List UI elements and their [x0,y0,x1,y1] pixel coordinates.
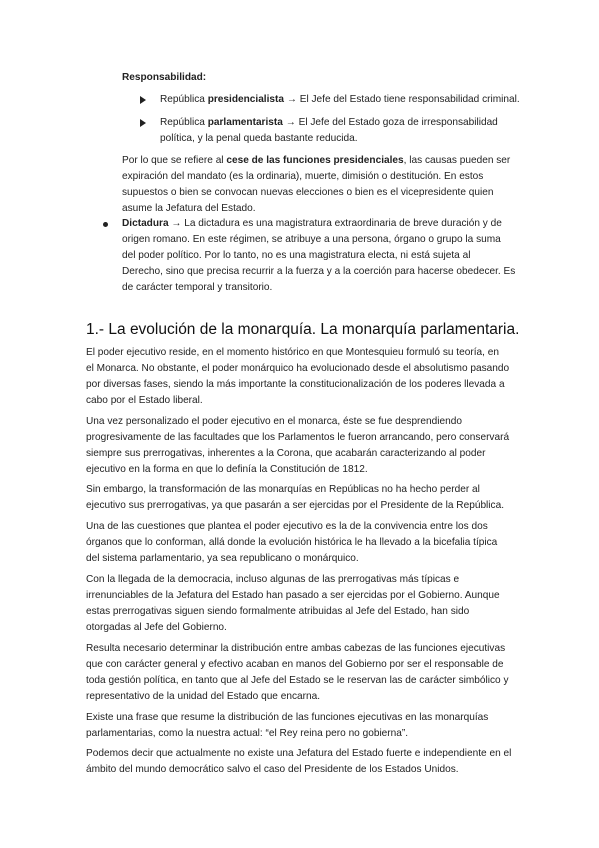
paragraph-line: otorgadas al Jefe del Gobierno. [86,622,227,633]
arrow-bullet-icon [140,119,146,127]
dictadura-line: del poder político. Por lo tanto, no es una magistratura electa, ni está sujeta al [122,250,471,261]
bullet-bold-text: parlamentarista [207,117,283,128]
bullet-presidencialista [160,92,520,108]
paragraph-line: Una vez personalizado el poder ejecutivo en el monarca, éste se fue desprendiendo [86,416,462,427]
paragraph-line: órganos que lo conforman, allá donde la evolución histórica le ha llevado a la bicefalia típica [86,537,498,548]
paragraph-line: cabo por el Estado liberal. [86,395,203,406]
bullet-parlamentarista-line2: política, y la penal queda bastante reducida. [160,133,358,144]
paragraph-line: estas prerrogativas siguen siendo formalmente atribuidas al Jefe del Estado, han sido [86,606,470,617]
cese-paragraph [122,153,510,169]
paragraph-line: Podemos decir que actualmente no existe una Jefatura del Estado fuerte e independiente en el [86,748,512,759]
paragraph-line: El poder ejecutivo reside, en el momento histórico en que Montesquieu formuló su teoría, en [86,347,499,358]
paragraph-line: Sin embargo, la transformación de las monarquías en Repúblicas no ha hecho perder al [86,484,480,495]
paragraph-text: , las causas pueden ser [403,155,511,166]
paragraph-line: Existe una frase que resume la distribución de las funciones ejecutivas en las monarquías [86,712,489,723]
bullet-dot-icon [103,222,108,227]
paragraph-line: del sistema parlamentario, ya sea republicano o monárquico. [86,553,359,564]
paragraph-line: parlamentarias, como la nuestra actual: “el Rey reina pero no gobierna”. [86,728,409,739]
responsabilidad-heading: Responsabilidad: [122,72,207,83]
paragraph-line: ejecutivo en la forma en que lo definía la Constitución de 1812. [86,464,368,475]
dictadura-line: origen romano. En este régimen, se atribuye a una persona, órgano o grupo la suma [122,234,501,245]
bullet-bold-text: presidencialista [207,94,285,105]
paragraph-text: Por lo que se refiere al [122,155,227,166]
dictadura-line: Derecho, sino que precisa recurrir a la fuerza y a la coerción para hacerse obedecer. Es [122,266,516,277]
paragraph-line: toda gestión política, en tanto que al Jefe del Estado se le reservan las de carácter simbólico y [86,675,509,686]
bullet-text: República [160,117,208,128]
paragraph-bold-text: cese de las funciones presidenciales [226,155,404,166]
bullet-text: República [160,94,208,105]
paragraph-line: el Monarca. No obstante, el poder monárquico ha evolucionado desde el absolutismo pasando [86,363,510,374]
dictadura-paragraph [122,216,502,232]
cese-line: supuestos o bien se convocan nuevas elecciones o bien es el vicepresidente quien [122,187,494,198]
paragraph-line: Una de las cuestiones que plantea el poder ejecutivo es la de la convivencia entre los dos [86,521,488,532]
paragraph-line: progresivamente de las facultades que los Parlamentos le fueron arrancando, pero conservará [86,432,510,443]
paragraph-text: → La dictadura es una magistratura extraordinaria de breve duración y de [168,218,502,229]
paragraph-line: irrenunciables de la Jefatura del Estado han pasado a ser ejercidas por el Gobierno. Aunque [86,590,500,601]
dictadura-line: de carácter temporal y transitorio. [122,282,273,293]
paragraph-line: Resulta necesario determinar la distribución entre ambas cabezas de las funciones ejecutivas [86,643,506,654]
bullet-text: → El Jefe del Estado tiene responsabilidad criminal. [284,94,520,105]
bullet-parlamentarista [160,115,498,131]
paragraph-line: Con la llegada de la democracia, incluso algunas de las prerrogativas más típicas e [86,574,460,585]
paragraph-bold-text: Dictadura [122,218,169,229]
section-title: 1.- La evolución de la monarquía. La monarquía parlamentaria. [86,321,520,338]
cese-line: expiración del mandato (es la ordinaria), muerte, dimisión o destitución. En estos [122,171,484,182]
paragraph-line: ámbito del mundo democrático salvo el caso del Presidente de los Estados Unidos. [86,764,459,775]
paragraph-line: representativo de la unidad del Estado que encarna. [86,691,321,702]
paragraph-line: ejecutivo sus prerrogativas, ya que pasarán a ser ejercidas por el Presidente de la República. [86,500,505,511]
arrow-bullet-icon [140,96,146,104]
bullet-text: → El Jefe del Estado goza de irresponsabilidad [282,117,498,128]
paragraph-line: siempre sus prerrogativas, inherentes a la Corona, que acabarán caracterizando al poder [86,448,486,459]
cese-line: asume la Jefatura del Estado. [122,203,256,214]
paragraph-line: por diversas fases, siendo la más importante la constitucionalización de los poderes llevada a [86,379,505,390]
paragraph-line: que con carácter general y efectivo acaban en manos del Gobierno por ser el responsable de [86,659,504,670]
